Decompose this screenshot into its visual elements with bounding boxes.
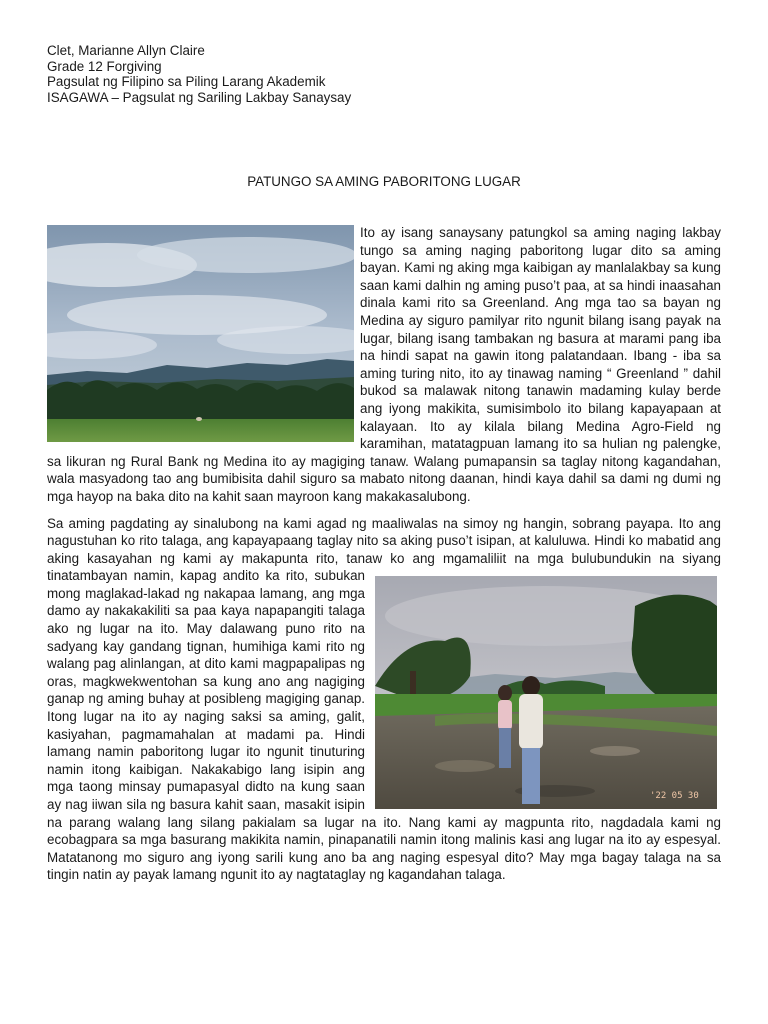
author-name: Clet, Marianne Allyn Claire [47,43,205,58]
subject-name: Pagsulat ng Filipino sa Piling Larang Akademik [47,74,326,90]
landscape-photo [47,225,354,442]
author-header [47,43,351,105]
paragraph-2-text-rest: maliliit na mga bulubundukin na siyang tinatambayan namin, kapag andito ka rito, subukan mong maglakad-lakad ng nakapaa lamang, ang mga damo ay nakakakiliti sa paa kaya napapangiti talaga ako ng lugar na ito. May dalawang puno rito na sadyang kay gandang tignan, humihiga kami rito ng walang pag alinlangan, at dito kami magpapalipas ng oras, magkwekwentohan sa kung ano ang nagiging ganap ng aming buhay at posibleng magiging ganap. Itong lugar na ito ay naging saksi sa aming, galit, kasiyahan, pagmamahalan at madami pa. Hindi lamang namin paboritong lugar ito ngunit tinuturing namin itong kaibigan. Nakakabigo lang isipin ang mga taong minsay pumapasyal didto na kung saan ay nag iiwan sila ng basura kahit saan, masakit isipin na parang walang lang silang pakialam sa lugar na ito. Nang kami ay magpunta rito, nagdadala kami ng ecobagpara sa mga basurang makikita namin, pinapanatili namin itong malinis kasi ang lugar na ito ay espesyal. Matatanong mo siguro ang iyong sarili kung ano ba ang naging espesyal dito? May mga bagay talaga na sa tingin natin ay payak lamang ngunit ito ay nagtataglay ng kagandahan talaga. [47,550,721,883]
friends-photo [375,576,717,809]
essay-title: PATUNGO SA AMING PABORITONG LUGAR [247,174,521,189]
activity-name: ISAGAWA – Pagsulat ng Sariling Lakbay Sanaysay [47,89,352,105]
grade-section: Grade 12 Forgiving [47,58,162,74]
photo-timestamp: '22 05 30 [650,791,699,802]
essay-body [47,224,721,884]
paragraph-1 [47,224,721,506]
paragraph-2-text-start: Sa aming pagdating ay sinalubong na kami agad ng maaliwalas na simoy ng hangin, sobrang payapa. Ito ang nagustuhan ko rito talaga, ang kapayapaang taglay nito sa aking puso’t isipan, at kaluluwa. Hindi ko mabatid ang aking kasayahan ng kami ay makapunta rito, tanaw ko ang mga [47,515,721,566]
paragraph-1-text: Ito ay isang sanaysany patungkol sa aming naging lakbay tungo sa aming naging paboritong lugar dito sa aming bayan. Kami ng aking mga kaibigan ay manlalakbay sa kung saan kami dalhin ng aming puso’t paa, at sa hindi inaasahan dinala kami rito sa Greenland. Ang mga tao sa bayan ng Medina ay siguro pamilyar rito ngunit bilang isang payak na lugar, bilang isang tambakan ng basura at marami pang iba na hindi sapat na gawin itong palatandaan. Ibang - iba sa aming turing nito, ito ay tinawag naming “ Greenland ” dahil bukod sa malawak nitong tanawin madaming kulay berde ang iyong makikita, sumisimbolo ito bilang kapayapaan at kalayaan. Ito ay kilala bilang Medina Agro-Field ng karamihan, matatagpuan lamang ito sa hulian ng palengke, sa likuran ng Rural Bank ng Medina ito ay magiging tanaw. Walang pumapansin sa taglay nitong kagandahan, wala masyadong tao ang bumibisita dahil siguro sa mabato nitong daanan, hindi kaya dahil sa dami ng dumi ng mga hayop na baka dito na kahit saan mayroon kang makakasalubong. [47,225,721,504]
paragraph-2 [47,515,721,884]
